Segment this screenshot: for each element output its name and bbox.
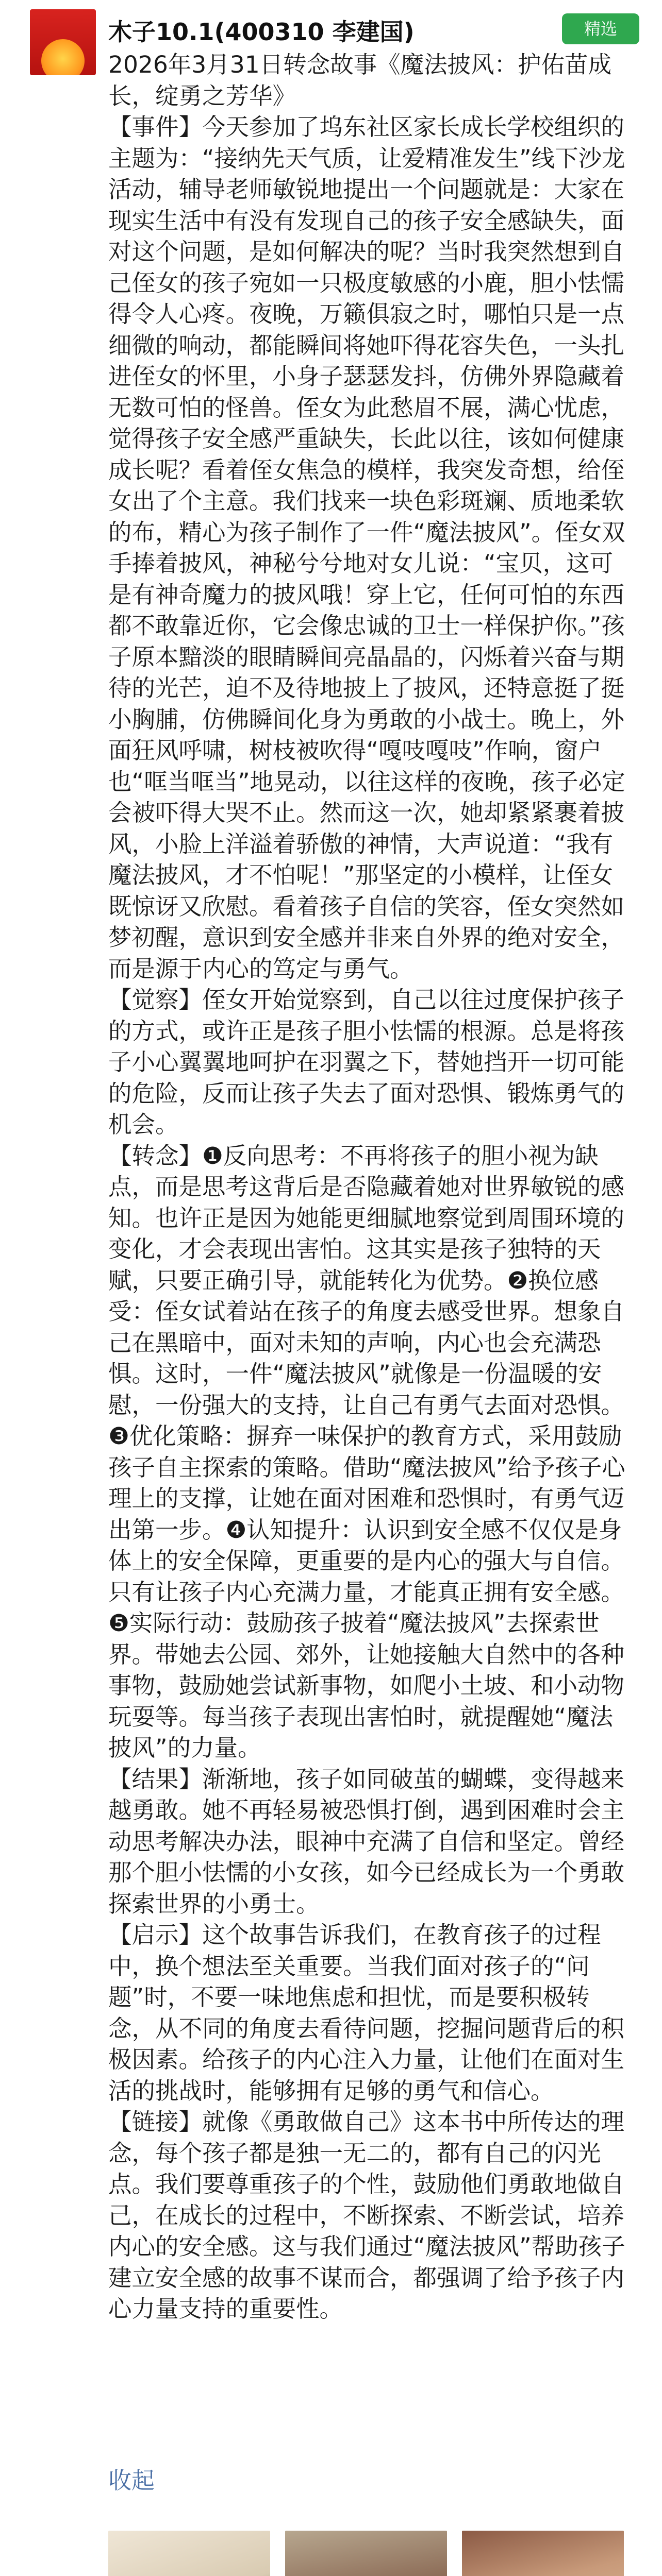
avatar[interactable] [30,9,96,75]
post-body [108,49,629,2325]
paragraph-insight: 【启示】这个故事告诉我们，在教育孩子的过程中，换个想法至关重要。当我们面对孩子的“问题”时，不要一味地焦虑和担忧，而是要积极转念，从不同的角度去看待问题，挖掘问题背后的积极因素。给孩子的内心注入力量，让他们在面对生活的挑战时，能够拥有足够的勇气和信心。 [108,1921,625,2105]
paragraph-link: 【链接】就像《勇敢做自己》这本书中所传达的理念，每个孩子都是独一无二的，都有自己的闪光点。我们要尊重孩子的个性，鼓励他们勇敢地做自己，在成长的过程中，不断探索、不断尝试，培养内心的安全感。这与我们通过“魔法披风”帮助孩子建立安全感的故事不谋而合，都强调了给予孩子内心力量支持的重要性。 [108,2108,625,2323]
paragraph-event: 【事件】今天参加了坞东社区家长成长学校组织的主题为：“接纳先天气质，让爱精准发生”线下沙龙活动，辅导老师敏锐地提出一个问题就是：大家在现实生活中有没有发现自己的孩子安全感缺失，面对这个问题，是如何解决的呢？当时我突然想到自己侄女的孩子宛如一只极度敏感的小鹿，胆小怯懦得令人心疼。夜晚，万籁俱寂之时，哪怕只是一点细微的响动，都能瞬间将她吓得花容失色，一头扎进侄女的怀里，小身子瑟瑟发抖，仿佛外界隐藏着无数可怕的怪兽。侄女为此愁眉不展，满心忧虑，觉得孩子安全感严重缺失，长此以往，该如何健康成长呢？看着侄女焦急的模样，我突发奇想，给侄女出了个主意。我们找来一块色彩斑斓、质地柔软的布，精心为孩子制作了一件“魔法披风”。侄女双手捧着披风，神秘兮兮地对女儿说：“宝贝，这可是有神奇魔力的披风哦！穿上它，任何可怕的东西都不敢靠近你，它会像忠诚的卫士一样保护你。”孩子原本黯淡的眼睛瞬间亮晶晶的，闪烁着兴奋与期待的光芒，迫不及待地披上了披风，还特意挺了挺小胸脯，仿佛瞬间化身为勇敢的小战士。晚上，外面狂风呼啸，树枝被吹得“嘎吱嘎吱”作响，窗户也“哐当哐当”地晃动，以往这样的夜晚，孩子必定会被吓得大哭不止。然而这一次，她却紧紧裹着披风，小脸上洋溢着骄傲的神情，大声说道：“我有魔法披风，才不怕呢！”那坚定的小模样，让侄女既惊讶又欣慰。看着孩子自信的笑容，侄女突然如梦初醒，意识到安全感并非来自外界的绝对安全，而是源于内心的笃定与勇气。 [108,113,625,982]
photo-grid [108,2531,634,2576]
paragraph-awareness: 【觉察】侄女开始觉察到，自己以往过度保护孩子的方式，或许正是孩子胆小怯懦的根源。总是将孩子小心翼翼地呵护在羽翼之下，替她挡开一切可能的危险，反而让孩子失去了面对恐惧、锻炼勇气的机会。 [108,986,625,1138]
collapse-link[interactable]: 收起 [108,2467,155,2494]
featured-badge: 精选 [562,13,639,44]
sunrise-avatar-icon [41,39,85,75]
photo-1[interactable] [108,2531,270,2576]
paragraph-shift: 【转念】❶反向思考：不再将孩子的胆小视为缺点，而是思考这背后是否隐藏着她对世界敏锐的感知。也许正是因为她能更细腻地察觉到周围环境的变化，才会表现出害怕。这其实是孩子独特的天赋，只要正确引导，就能转化为优势。❷换位感受：侄女试着站在孩子的角度去感受世界。想象自己在黑暗中，面对未知的声响，内心也会充满恐惧。这时，一件“魔法披风”就像是一份温暖的安慰，一份强大的支持，让自己有勇气去面对恐惧。❸优化策略：摒弃一味保护的教育方式，采用鼓励孩子自主探索的策略。借助“魔法披风”给予孩子心理上的支撑，让她在面对困难和恐惧时，有勇气迈出第一步。❹认知提升：认识到安全感不仅仅是身体上的安全保障，更重要的是内心的强大与自信。只有让孩子内心充满力量，才能真正拥有安全感。❺实际行动：鼓励孩子披着“魔法披风”去探索世界。带她去公园、郊外，让她接触大自然中的各种事物，鼓励她尝试新事物，如爬小土坡、和小动物玩耍等。每当孩子表现出害怕时，就提醒她“魔法披风”的力量。 [108,1142,625,1761]
author-name[interactable]: 木子10.1(400310 李建国) [108,18,415,46]
paragraph-result: 【结果】渐渐地，孩子如同破茧的蝴蝶，变得越来越勇敢。她不再轻易被恐惧打倒，遇到困难时会主动思考解决办法，眼神中充满了自信和坚定。曾经那个胆小怯懦的小女孩，如今已经成长为一个勇敢探索世界的小勇士。 [108,1765,625,1918]
post-title: 2026年3月31日转念故事《魔法披风：护佑苗成长，绽勇之芳华》 [108,51,612,110]
photo-2[interactable] [285,2531,447,2576]
photo-3[interactable] [462,2531,624,2576]
